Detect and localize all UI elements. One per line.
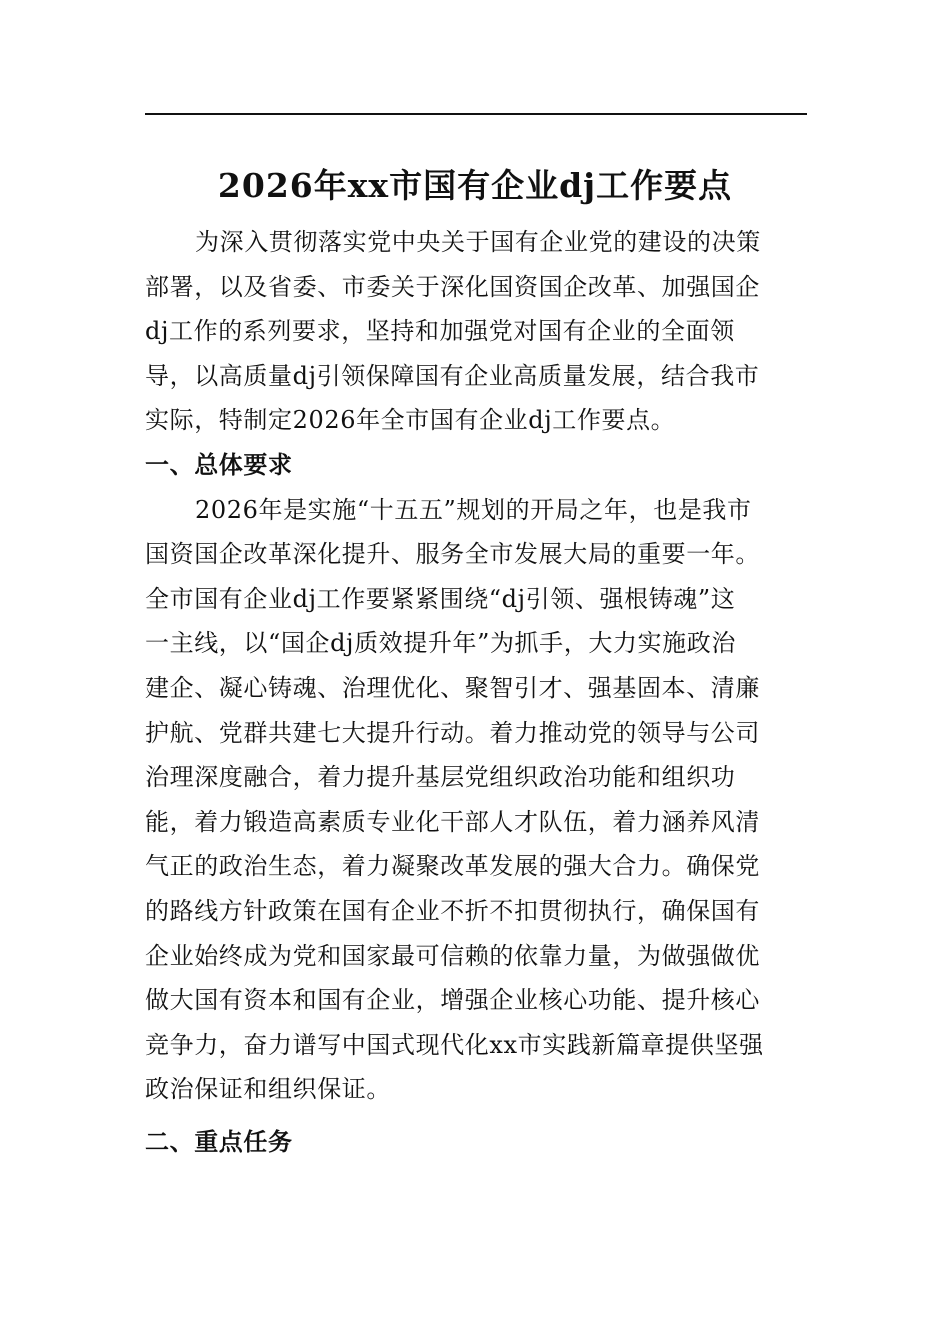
header-rule: [145, 113, 807, 115]
text-line: 气正的政治生态，着力凝聚改革发展的强大合力。确保党: [145, 852, 760, 881]
document-body: [145, 220, 807, 1164]
text-line: 为深入贯彻落实党中央关于国有企业党的建设的决策: [195, 228, 761, 256]
text-line: 全市国有企业dj工作要紧紧围绕“dj引领、强根铸魂”这: [145, 584, 736, 613]
document-title: 2026年xx市国有企业dj工作要点: [217, 166, 733, 205]
text-line: 政治保证和组织保证。: [145, 1075, 391, 1104]
text-line: 企业始终成为党和国家最可信赖的依靠力量，为做强做优: [145, 941, 760, 970]
text-line: 治理深度融合，着力提升基层党组织政治功能和组织功: [145, 763, 736, 792]
section-heading-key-tasks: 二、重点任务: [145, 1127, 293, 1156]
text-line: 做大国有资本和国有企业，增强企业核心功能、提升核心: [145, 986, 760, 1015]
text-line: 2026年是实施“十五五”规划的开局之年，也是我市: [195, 495, 752, 524]
section1-paragraph: [145, 488, 807, 1112]
text-line: dj工作的系列要求，坚持和加强党对国有企业的全面领: [145, 317, 735, 346]
text-line: 护航、党群共建七大提升行动。着力推动党的领导与公司: [145, 718, 760, 747]
intro-paragraph: [145, 220, 807, 443]
text-line: 的路线方针政策在国有企业不折不扣贯彻执行，确保国有: [145, 896, 760, 925]
text-line: 导，以高质量dj引领保障国有企业高质量发展，结合我市: [145, 361, 760, 390]
text-line: 能，着力锻造高素质专业化干部人才队伍，着力涵养风清: [145, 807, 760, 836]
spacer: [145, 1112, 807, 1120]
text-line: 部署，以及省委、市委关于深化国资国企改革、加强国企: [145, 272, 760, 301]
text-line: 实际，特制定2026年全市国有企业dj工作要点。: [145, 406, 676, 435]
text-line: 建企、凝心铸魂、治理优化、聚智引才、强基固本、清廉: [145, 673, 760, 702]
text-line: 国资国企改革深化提升、服务全市发展大局的重要一年。: [145, 540, 760, 569]
text-line: 一主线，以“国企dj质效提升年”为抓手，大力实施政治: [145, 629, 736, 658]
text-line: 竞争力，奋力谱写中国式现代化xx市实践新篇章提供坚强: [145, 1030, 764, 1059]
section-heading-overall-requirements: 一、总体要求: [145, 450, 293, 479]
